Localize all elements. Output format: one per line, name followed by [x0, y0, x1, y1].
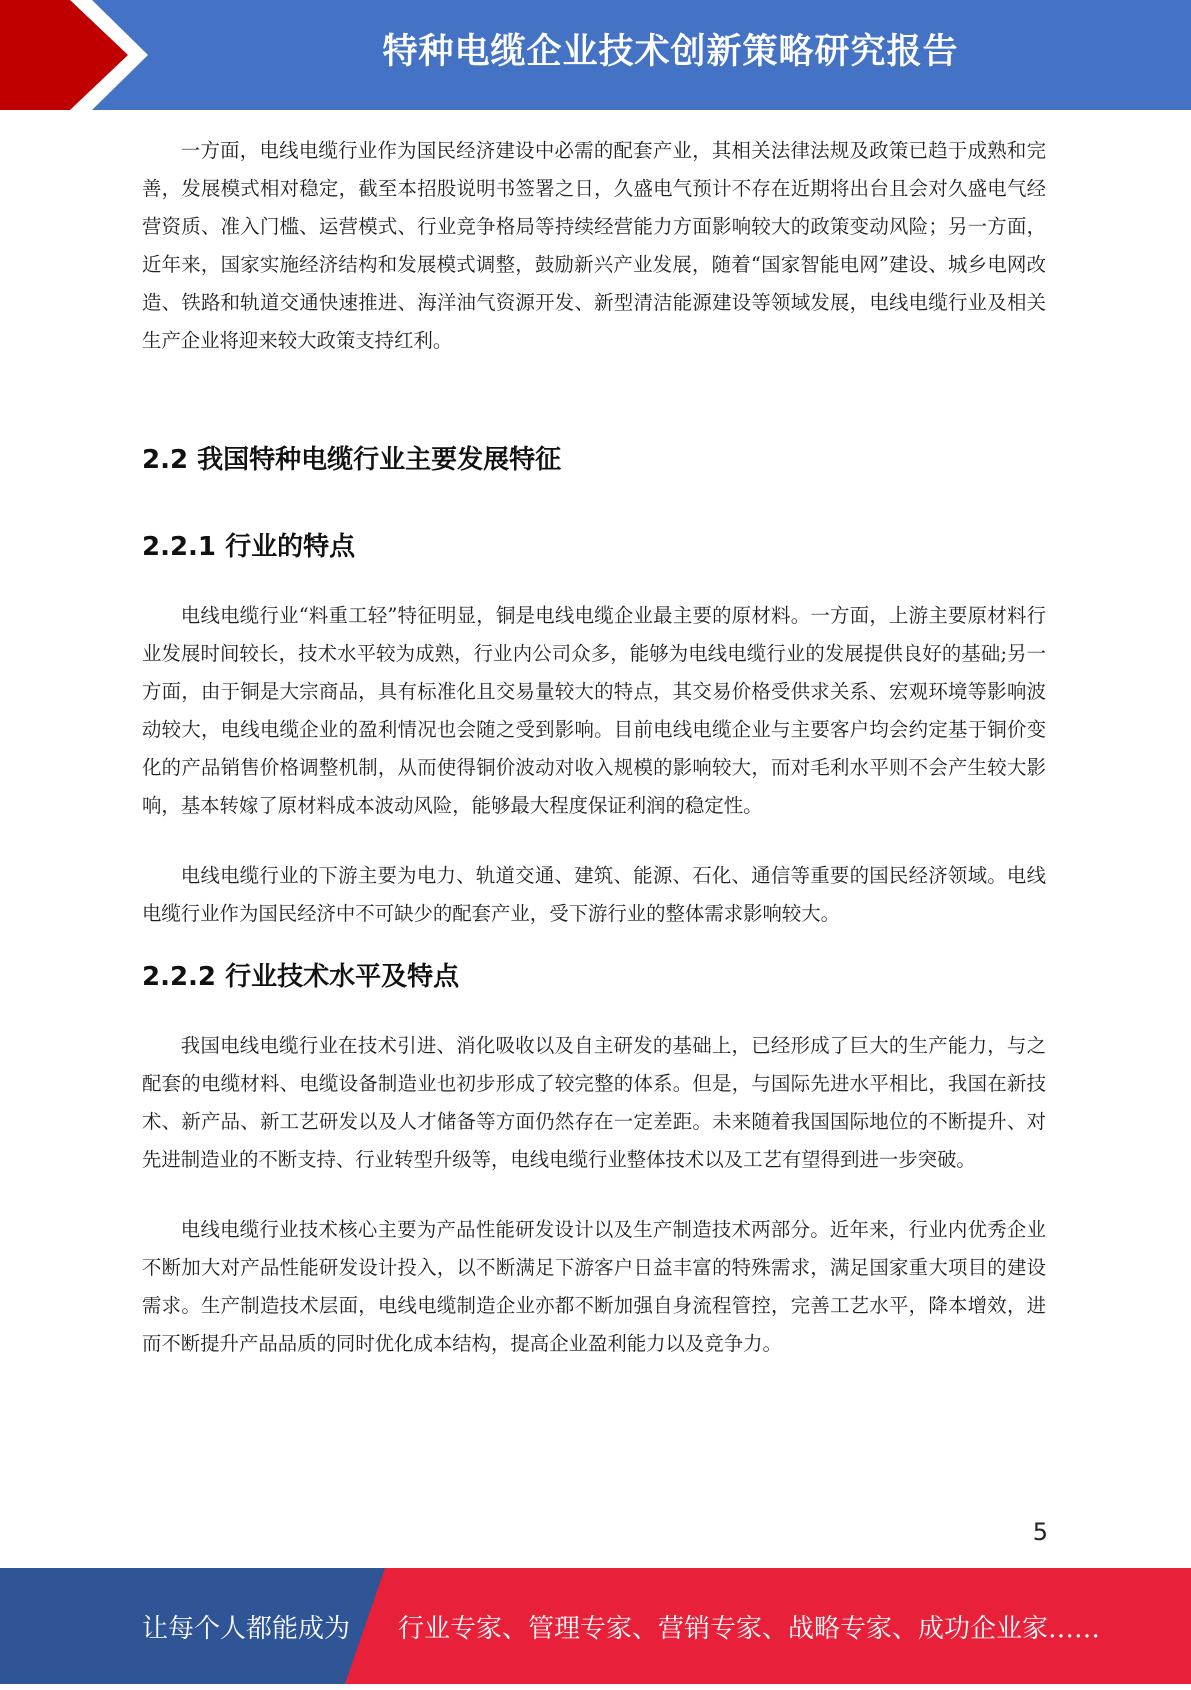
footer-slogan-right: 行业专家、管理专家、营销专家、战略专家、成功企业家……	[398, 1614, 1101, 1644]
section-heading-2-2: 2.2 我国特种电缆行业主要发展特征	[142, 445, 562, 475]
subsection-heading-2-2-2: 2.2.2 行业技术水平及特点	[142, 962, 460, 992]
paragraph-2-2-2-b: 电线电缆行业技术核心主要为产品性能研发设计以及生产制造技术两部分。近年来，行业内优秀企业不断加大对产品性能研发设计投入，以不断满足下游客户日益丰富的特殊需求，满足国家重大项目的建设需求。生产制造技术层面，电线电缆制造企业亦都不断加强自身流程管控，完善工艺水平，降本增效，进而不断提升产品品质的同时优化成本结构，提高企业盈利能力以及竞争力。	[142, 1218, 1046, 1355]
header-band	[0, 0, 1191, 110]
intro-paragraph: 一方面，电线电缆行业作为国民经济建设中必需的配套产业，其相关法律法规及政策已趋于成熟和完善，发展模式相对稳定，截至本招股说明书签署之日，久盛电气预计不存在近期将出台且会对久盛电气经营资质、准入门槛、运营模式、行业竞争格局等持续经营能力方面影响较大的政策变动风险；另一方面，近年来，国家实施经济结构和发展模式调整，鼓励新兴产业发展，随着“国家智能电网”建设、城乡电网改造、铁路和轨道交通快速推进、海洋油气资源开发、新型清洁能源建设等领域发展，电线电缆行业及相关生产企业将迎来较大政策支持红利。	[142, 139, 1046, 352]
page-content	[142, 132, 1046, 1363]
page-number: 5	[1032, 1518, 1048, 1546]
paragraph-2-2-2-a: 我国电线电缆行业在技术引进、消化吸收以及自主研发的基础上，已经形成了巨大的生产能力，与之配套的电缆材料、电缆设备制造业也初步形成了较完整的体系。但是，与国际先进水平相比，我国在新技术、新产品、新工艺研发以及人才储备等方面仍然存在一定差距。未来随着我国国际地位的不断提升、对先进制造业的不断支持、行业转型升级等，电线电缆行业整体技术以及工艺有望得到进一步突破。	[142, 1034, 1046, 1171]
subsection-heading-2-2-1: 2.2.1 行业的特点	[142, 532, 356, 562]
footer-band	[0, 1568, 1191, 1684]
paragraph-2-2-1-a: 电线电缆行业“料重工轻”特征明显，铜是电线电缆企业最主要的原材料。一方面，上游主要原材料行业发展时间较长，技术水平较为成熟，行业内公司众多，能够为电线电缆行业的发展提供良好的基础;另一方面，由于铜是大宗商品，具有标准化且交易量较大的特点，其交易价格受供求关系、宏观环境等影响波动较大，电线电缆企业的盈利情况也会随之受到影响。目前电线电缆企业与主要客户均会约定基于铜价变化的产品销售价格调整机制，从而使得铜价波动对收入规模的影响较大，而对毛利水平则不会产生较大影响，基本转嫁了原材料成本波动风险，能够最大程度保证利润的稳定性。	[142, 604, 1046, 817]
footer-slogan-left: 让每个人都能成为	[142, 1614, 351, 1644]
paragraph-2-2-1-b: 电线电缆行业的下游主要为电力、轨道交通、建筑、能源、石化、通信等重要的国民经济领域。电线电缆行业作为国民经济中不可缺少的配套产业，受下游行业的整体需求影响较大。	[142, 864, 1046, 925]
header-chevron-decoration	[0, 0, 160, 110]
report-title: 特种电缆企业技术创新策略研究报告	[382, 32, 959, 72]
